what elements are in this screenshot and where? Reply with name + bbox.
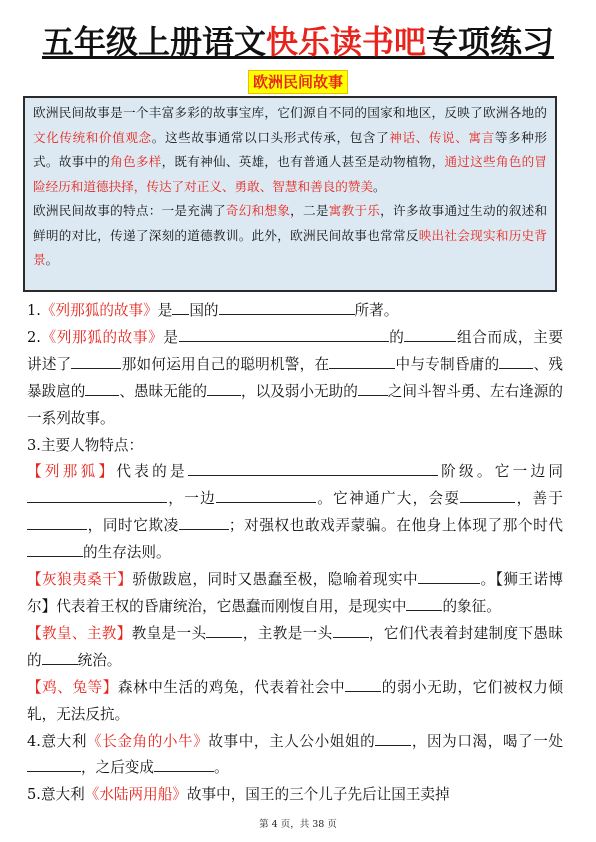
q3-wolf-blank-1[interactable] [418,567,480,584]
question-3-heading: 3.主要人物特点： [27,436,144,454]
q3-church-blank-2[interactable] [333,621,369,638]
q2-blank-6[interactable] [85,379,119,396]
q2-text-f: 、残暴跋扈的 [27,355,563,400]
q2-blank-1[interactable] [179,325,389,342]
q4-text-b: 故事中，主人公小姐姐的 [208,732,376,750]
question-1 [27,298,563,325]
q2-number: 2. [27,328,41,346]
q3-fox-blank-2[interactable] [27,486,167,503]
q3-fox [27,459,563,567]
intro-box [23,96,557,292]
page-title [0,22,596,62]
q4-number: 4. [27,732,41,750]
q3-church-blank-1[interactable] [206,621,242,638]
q2-text-i: 之间斗智斗勇、左右逢源的一系列故事。 [27,382,563,427]
q2-blank-2[interactable] [404,325,456,342]
section-subtitle: 欧洲民间故事 [248,70,348,94]
q3-fox-blank-7[interactable] [27,540,83,557]
q4-blank-1[interactable] [375,729,411,746]
p2-segment-highlight: 映出社会现实和历史背景 [33,227,548,267]
p1-segment: 欧洲民间故事是一个丰富多彩的故事宝库，它们源自不同的国家和地区，反映了欧洲各地的 [33,105,547,120]
q3-church-blank-3[interactable] [42,648,78,665]
q2-text-b: 的 [388,328,405,346]
q4-blank-2[interactable] [27,755,81,772]
q2-text-d: 那如何运用自己的聪明机警，在 [121,355,330,373]
q3-chicken-text-a: 森林中生活的鸡兔，代表着社会中 [117,678,346,696]
q3-wolf-blank-2[interactable] [406,594,442,611]
q3-chicken-tag: 【鸡、兔等】 [27,678,118,696]
title-part-3: 专项练习 [426,23,555,61]
p1-segment: 。这些故事通常以口头形式传承，包含了 [151,129,390,145]
title-part-1: 五年级上册语文 [41,23,266,61]
p2-segment: ，二是 [290,203,329,218]
q3-chicken [27,675,563,729]
q4-text-d: ，之后变成 [81,759,154,777]
q3-church [27,621,563,675]
q5-text-b: 故事中，国王的三个儿子先后让国王卖掉 [186,786,450,804]
q3-wolf-text-a: 骄傲跋扈，同时又愚蠢至极，隐喻着现实中 [132,571,419,589]
q2-blank-5[interactable] [499,352,533,369]
q1-number: 1. [27,302,41,319]
title-part-2: 快乐读书吧 [265,23,426,61]
q1-text-a: 是 [157,302,173,319]
q3-wolf [27,567,563,621]
p1-segment-highlight: 神话、传说、寓言 [389,129,495,145]
q3-fox-text-c: ，一边 [167,490,216,508]
q2-blank-7[interactable] [207,379,241,396]
intro-paragraph-1 [33,101,547,199]
q5-number: 5. [27,786,41,804]
q2-blank-3[interactable] [71,352,121,369]
q2-text-a: 是 [163,328,179,346]
q1-blank-1[interactable] [172,298,189,315]
q3-wolf-text-b: 。【狮王诺博尔】代表着王权的昏庸统治，它愚蠢而刚愎自用，是现实中 [27,571,563,615]
page-footer: 第 4 页，共 38 页 [259,819,337,830]
p1-segment: 。 [373,178,386,194]
q3-fox-text-d: 。它神通广大，会耍 [315,490,461,508]
q1-text-b: 国的 [189,302,219,319]
p2-segment: 。 [45,252,59,267]
q3-church-tag: 【教皇、主教】 [27,624,132,642]
q4-text-e: 。 [213,759,229,777]
p2-segment-highlight: 寓教于乐 [328,203,381,218]
p2-segment: ，许多故事通过生动的叙述和鲜明的对比，传递了深刻的道德教训。此外，欧洲民间故事也常常反 [33,203,548,243]
q3-fox-text-h: 的生存法则。 [83,544,171,562]
q3-church-text-c: ，它们代表着封建制度下愚昧的 [27,624,563,669]
q3-chicken-blank-1[interactable] [345,675,381,692]
q3-church-text-d: 统治。 [77,651,122,669]
intro-paragraph-2 [33,199,547,273]
q2-text-h: ，以及弱小无助的 [241,382,358,400]
q4-book-title: 《长金角的小牛》 [87,732,209,750]
q4-text-c: ，因为口渴，喝了一处 [411,732,563,750]
q5-text-a: 意大利 [40,786,85,804]
q3-fox-blank-6[interactable] [179,513,229,530]
q3-fox-blank-4[interactable] [460,486,515,503]
p1-segment-highlight: 文化传统和价值观念 [33,129,152,145]
q3-fox-blank-5[interactable] [27,513,87,530]
question-4 [27,729,563,783]
q3-wolf-tag: 【灰狼夷桑干】 [27,571,133,589]
q2-blank-8[interactable] [358,379,388,396]
p2-segment-highlight: 奇幻和想象 [225,203,291,218]
q1-book-title: 《列那狐的故事》 [40,302,158,319]
q3-fox-text-b: 阶级。它一边同 [437,463,563,481]
question-5 [27,782,563,809]
q3-fox-text-e: ，善于 [515,490,563,508]
q4-text-a: 意大利 [40,732,88,750]
q5-book-title: 《水陆两用船》 [84,786,187,804]
p2-segment: 欧洲民间故事的特点：一是充满了 [33,203,226,218]
q3-church-text-b: ，主教是一头 [242,624,333,642]
q3-fox-text-a: 代表的是 [116,463,188,481]
q2-blank-4[interactable] [329,352,395,369]
q3-church-text-a: 教皇是一头 [131,624,207,642]
q4-blank-3[interactable] [154,755,214,772]
subtitle-wrap [0,70,596,94]
q3-wolf-text-c: 的象征。 [442,597,501,615]
q3-fox-text-g: ；对强权也敢戏弄蒙骗。在他身上体现了那个时代 [228,517,563,535]
p1-segment-highlight: 通过这些角色的冒险经历和道德抉择，传达了对正义、勇敢、智慧和善良的赞美 [33,154,548,194]
q3-fox-blank-1[interactable] [188,459,438,476]
q2-text-g: 、愚昧无能的 [119,382,207,400]
q2-text-c: 组合而成，主要讲述了 [27,328,563,373]
q3-fox-tag: 【列那狐】 [27,463,117,481]
p1-segment: 等多种形式。故事中的 [33,129,548,169]
q2-book-title: 《列那狐的故事》 [40,328,164,346]
q1-text-c: 所著。 [354,302,399,319]
question-2 [27,325,563,433]
q3-chicken-text-b: 的弱小无助，它们被权力倾轧，无法反抗。 [27,678,563,723]
p1-segment: ，既有神仙、英雄，也有普通人甚至是动物植物， [161,154,445,169]
q1-blank-2[interactable] [219,298,355,315]
q3-fox-text-f: ，同时它欺凌 [87,517,179,535]
q2-text-e: 中与专制昏庸的 [395,355,500,373]
p1-segment-highlight: 角色多样 [110,154,162,169]
question-body [27,298,563,809]
q3-fox-blank-3[interactable] [216,486,316,503]
